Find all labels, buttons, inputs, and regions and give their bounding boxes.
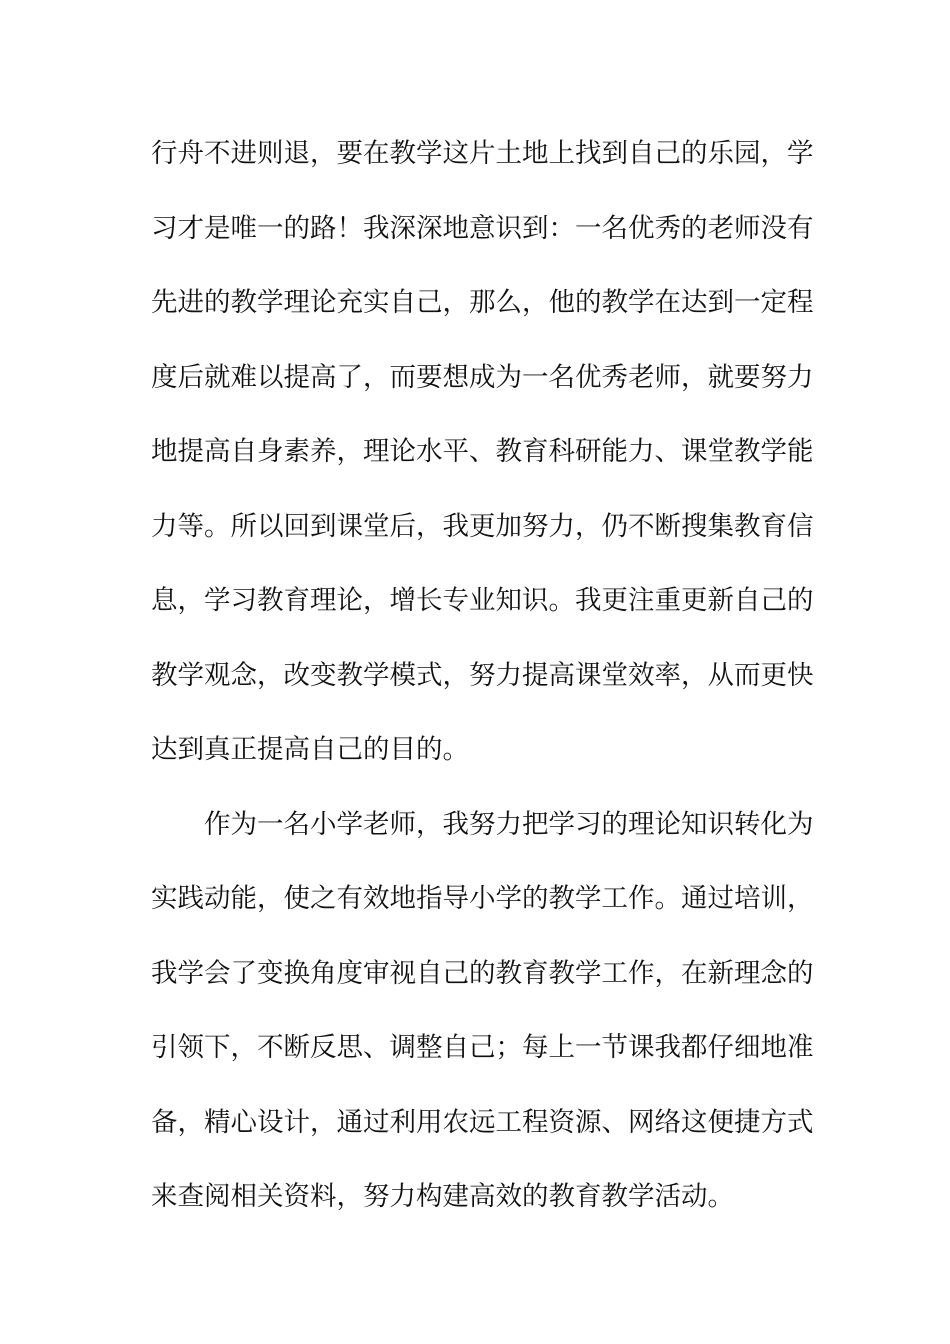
text-line: 力等。所以回到课堂后，我更加努力，仍不断搜集教育信 xyxy=(151,510,814,542)
text-line: 达到真正提高自己的目的。 xyxy=(151,734,469,765)
text-line-indented: 作为一名小学老师，我努力把学习的理论知识转化为 xyxy=(204,808,814,840)
text-line: 来查阅相关资料，努力构建高效的教育教学活动。 xyxy=(151,1181,734,1212)
text-line: 引领下，不断反思、调整自己；每上一节课我都仔细地准 xyxy=(151,1032,814,1063)
paragraph-1 xyxy=(151,129,814,800)
text-line: 行舟不进则退，要在教学这片土地上找到自己的乐园，学 xyxy=(151,138,814,169)
text-line: 我学会了变换角度审视自己的教育教学工作，在新理念的 xyxy=(151,957,814,989)
paragraph-2 xyxy=(151,800,814,1247)
text-line: 地提高自身素养，理论水平、教育科研能力、课堂教学能 xyxy=(151,436,814,467)
text-line: 教学观念，改变教学模式，努力提高课堂效率，从而更快 xyxy=(151,659,814,691)
document-body xyxy=(151,129,814,1247)
text-line: 习才是唯一的路！我深深地意识到：一名优秀的老师没有 xyxy=(151,212,814,244)
text-line: 息，学习教育理论，增长专业知识。我更注重更新自己的 xyxy=(151,585,814,616)
text-line: 备，精心设计，通过利用农远工程资源、网络这便捷方式 xyxy=(151,1106,814,1138)
text-line: 先进的教学理论充实自己，那么，他的教学在达到一定程 xyxy=(151,287,814,318)
text-line: 度后就难以提高了，而要想成为一名优秀老师，就要努力 xyxy=(151,361,814,393)
text-line: 实践动能，使之有效地指导小学的教学工作。通过培训， xyxy=(151,883,814,914)
